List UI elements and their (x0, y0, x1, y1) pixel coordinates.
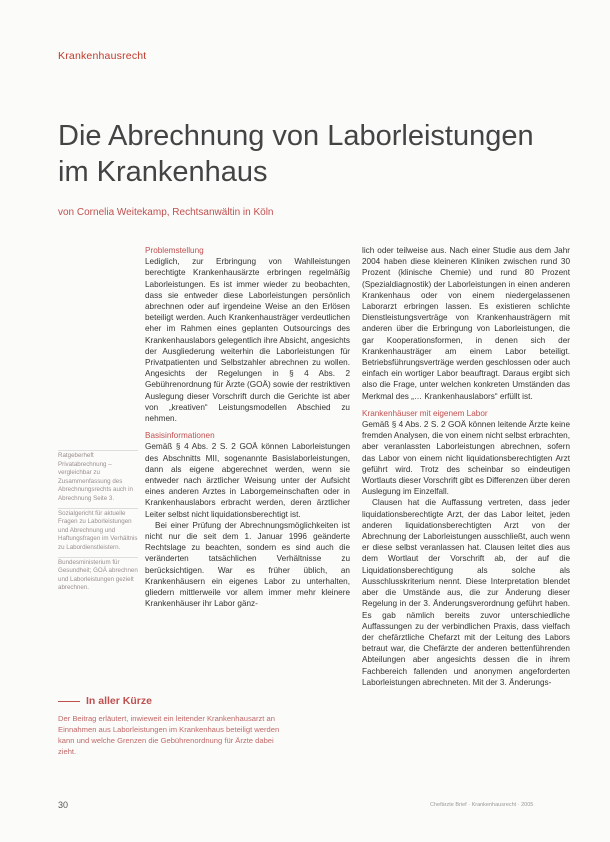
paragraph: lich oder teilweise aus. Nach einer Studie aus dem Jahr 2004 haben diese kleineren Kliniken zwischen rund 30 Prozent (klinische Chemie) und rund 80 Prozent (Spezialdiagnostik) der Laborleistungen in einen anderen Krankenhaus oder von einem niedergelassenen Laborarzt erbringen lassen. Es existieren schlichte Dienstleistungsverträge von Krankenhausträgern mit anderen über die Erbringung von Laborleistungen, die gar Kooperationsformen, in denen sich der Krankenhausträger am einem Labor beteiligt. Betriebsführungsverträge werden geschlossen oder auch einfach ein wortiger Labor beauftragt. Daraus ergibt sich also die Frage, unter welchen konkreten Umständen das Merkmal des „… Krankenhauslabors“ erfüllt ist. (362, 246, 570, 401)
subhead-problemstellung: Problemstellung (145, 246, 204, 255)
subhead-eigenes-labor: Krankenhäuser mit eigenem Labor (362, 408, 488, 418)
article-author: von Cornelia Weitekamp, Rechtsanwältin in Köln (58, 207, 274, 218)
section-label: Krankenhausrecht (58, 50, 147, 62)
page-number: 30 (58, 800, 69, 810)
paragraph: Bei einer Prüfung der Abrechnungsmöglichkeiten ist nicht nur die seit dem 1. Januar 1996 geänderte Rechtslage zu beachten, sondern es sind auch die veränderten tatsächlichen Verhältnisse zu berücksichtigen. War es früher üblich, an Krankenhäusern ein eigenes Labor zu unterhalten, gliedern mittlerweile vor allem immer mehr kleinere Krankenhäuser ihr Labor gänz- (145, 520, 350, 609)
journal-footer: Chefärzte Brief · Krankenhausrecht · 2005 (430, 802, 534, 808)
paragraph: Gemäß § 4 Abs. 2 S. 2 GOÄ können Laborleistungen des Abschnitts MII, sogenannte Basislaborleistungen, dann als eigene abgerechnet werden, wenn sie entweder nach ärztlicher Weisung unter der Aufsicht eines anderen Arztes in Laborgemeinschaften oder in Krankenhauslabors erbracht werden, deren ärztlicher Leiter selbst nicht liquidationsberechtigt ist. (145, 442, 350, 519)
paragraph: Clausen hat die Auffassung vertreten, dass jeder liquidationsberechtigte Arzt, der das Labor leitet, jeden anderen liquidationsberechtigten Arzt von der Abrechnung der Laborleistungen ausschließt, auch wenn er diese selbst veranlassen hat. Clausen leitet dies aus dem Wortlaut der Vorschrift ab, der auf die Liquidationsberechtigung als solche als Ausschlusskriterium nennt. Diese Interpretation blendet aber die Umstände aus, die zur Änderung dieser Regelung in der 3. Änderungsverordnung geführt haben. Es gab nämlich bereits zuvor unterschiedliche Auffassungen zu der verbindlichen Praxis, dass vielfach der chefärztliche Chefarzt mit der Leitung des Labors betraut war, die Chefärzte der anderen bettenführenden Abteilungen aber angesichts dessen die in ihrem Fachbereich fallenden und anonymen angeforderten Laborleistungen abrechneten. Mit der 3. Änderungs- (362, 498, 570, 687)
divider (58, 701, 80, 702)
kurz-heading (58, 695, 288, 707)
article-column-middle (145, 245, 350, 610)
article-title: Die Abrechnung von Laborleistungen im Krankenhaus (58, 120, 534, 188)
sidenote-item: Ratgeberheft Privatabrechnung – vergleichbar zu Zusammenfassung des Abrechnungsrechts auch in Abrechnung Seite 3. (58, 450, 138, 504)
in-aller-kuerze-box (58, 695, 288, 757)
article-column-right (362, 245, 570, 688)
paragraph: Lediglich, zur Erbringung von Wahlleistungen berechtigte Krankenhausärzte erbringen regelmäßig Laborleistungen. Es ist immer wieder zu beobachten, dass sie entweder diese Laborleistungen persönlich abrechnen oder auf irgendeine Weise an den Erlösen beteiligt werden. Auch Krankenhausträger verdeutlichen eher im Rahmen eines geplanten Outsourcings des Krankenhauslabors gelegentlich ihre Absicht, angesichts der Ausgliederung weiterhin die Laborleistungen für Privatpatienten und Selbstzahler abrechnen zu wollen. Angesichts der Regelungen in § 4 Abs. 2 Gebührenordnung für Ärzte (GOÄ) sowie der restriktiven Auslegung dieser Vorschrift durch die Gerichte ist aber von „kreativen“ Leistungsmodellen Abschied zu nehmen. (145, 257, 350, 424)
sidenote-item: Sozialgericht für aktuelle Fragen zu Laborleistungen und Abrechnung und Haftungsfragen im Verhältnis zu Labordienstleistern. (58, 509, 138, 551)
kurz-body: Der Beitrag erläutert, inwieweit ein leitender Krankenhausarzt an Einnahmen aus Laborleistungen im Krankenhaus beteiligt werden kann und welche Grenzen die Gebührenordnung für Ärzte dabei zieht. (58, 714, 280, 756)
sidenotes (58, 450, 138, 597)
sidenote-item: Bundesministerium für Gesundheit; GOÄ abrechnen und Laborleistungen gezielt abrechnen. (58, 558, 138, 592)
paragraph: Gemäß § 4 Abs. 2 S. 2 GOÄ können leitende Ärzte keine fremden Analysen, die von einem nicht selbst erbrachten, aber veranlassten Laborleistungen abrechnen, sofern das Labor von einem nicht liquidationsberechtigten Arzt geführt wird. Trotz des scheinbar so eindeutigen Wortlauts dieser Vorschrift gibt es Differenzen über deren Auslegung im Einzelfall. (362, 420, 570, 497)
subhead-basisinformationen: Basisinformationen (145, 431, 215, 441)
kurz-heading-text: In aller Kürze (86, 695, 152, 707)
